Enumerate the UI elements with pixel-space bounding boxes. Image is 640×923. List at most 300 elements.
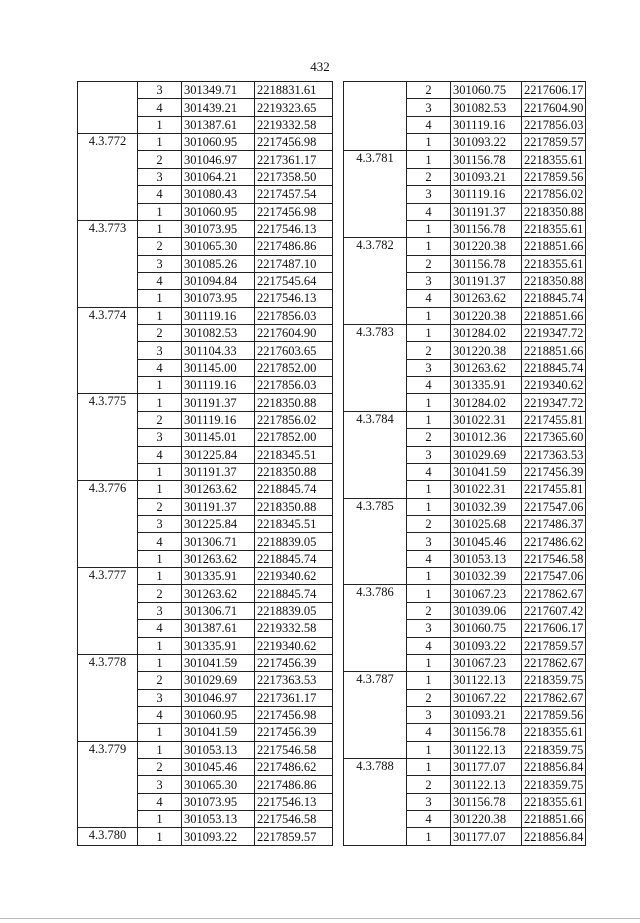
point-number-cell: 4 <box>138 99 182 116</box>
point-number-cell: 4 <box>138 359 182 376</box>
y-coordinate-cell: 2217486.86 <box>255 776 333 793</box>
y-coordinate-cell: 2219340.62 <box>255 568 333 585</box>
x-coordinate-cell: 301191.37 <box>451 203 522 220</box>
plot-id-cell: 4.3.779 <box>78 741 138 828</box>
x-coordinate-cell: 301284.02 <box>451 325 522 342</box>
point-number-cell: 3 <box>138 689 182 706</box>
x-coordinate-cell: 301156.78 <box>451 255 522 272</box>
point-number-cell: 1 <box>138 394 182 411</box>
x-coordinate-cell: 301156.78 <box>451 151 522 168</box>
point-number-cell: 1 <box>138 811 182 828</box>
x-coordinate-cell: 301335.91 <box>182 637 255 654</box>
x-coordinate-cell: 301073.95 <box>182 793 255 810</box>
point-number-cell: 1 <box>407 741 451 758</box>
point-number-cell: 1 <box>138 220 182 237</box>
y-coordinate-cell: 2217859.56 <box>522 706 586 723</box>
x-coordinate-cell: 301053.13 <box>451 550 522 567</box>
table-row <box>78 134 333 151</box>
point-number-cell: 3 <box>407 706 451 723</box>
point-number-cell: 2 <box>407 342 451 359</box>
y-coordinate-cell: 2218845.74 <box>522 359 586 376</box>
x-coordinate-cell: 301122.13 <box>451 672 522 689</box>
x-coordinate-cell: 301022.31 <box>451 481 522 498</box>
y-coordinate-cell: 2217546.13 <box>255 793 333 810</box>
point-number-cell: 4 <box>407 463 451 480</box>
x-coordinate-cell: 301387.61 <box>182 116 255 133</box>
x-coordinate-cell: 301093.22 <box>451 637 522 654</box>
y-coordinate-cell: 2217456.98 <box>255 134 333 151</box>
plot-id-cell: 4.3.774 <box>78 307 138 394</box>
table-row <box>78 654 333 671</box>
y-coordinate-cell: 2217604.90 <box>522 99 586 116</box>
point-number-cell: 1 <box>407 654 451 671</box>
point-number-cell: 2 <box>407 776 451 793</box>
x-coordinate-cell: 301306.71 <box>182 533 255 550</box>
x-coordinate-cell: 301046.97 <box>182 689 255 706</box>
x-coordinate-cell: 301053.13 <box>182 741 255 758</box>
point-number-cell: 1 <box>407 672 451 689</box>
plot-id-cell: 4.3.776 <box>78 481 138 568</box>
point-number-cell: 4 <box>407 203 451 220</box>
y-coordinate-cell: 2217455.81 <box>522 411 586 428</box>
y-coordinate-cell: 2217856.02 <box>522 186 586 203</box>
point-number-cell: 3 <box>138 776 182 793</box>
x-coordinate-cell: 301022.31 <box>451 411 522 428</box>
coordinates-table-right <box>343 81 586 846</box>
y-coordinate-cell: 2217859.56 <box>522 168 586 185</box>
y-coordinate-cell: 2219340.62 <box>522 377 586 394</box>
x-coordinate-cell: 301041.59 <box>182 654 255 671</box>
point-number-cell: 2 <box>138 325 182 342</box>
x-coordinate-cell: 301046.97 <box>182 151 255 168</box>
point-number-cell: 2 <box>407 515 451 532</box>
y-coordinate-cell: 2217486.37 <box>522 515 586 532</box>
x-coordinate-cell: 301387.61 <box>182 620 255 637</box>
point-number-cell: 1 <box>138 290 182 307</box>
y-coordinate-cell: 2217486.62 <box>255 759 333 776</box>
x-coordinate-cell: 301067.22 <box>451 689 522 706</box>
y-coordinate-cell: 2217603.65 <box>255 342 333 359</box>
plot-id-cell: 4.3.787 <box>344 672 407 759</box>
x-coordinate-cell: 301093.21 <box>451 706 522 723</box>
x-coordinate-cell: 301025.68 <box>451 515 522 532</box>
x-coordinate-cell: 301119.16 <box>182 377 255 394</box>
x-coordinate-cell: 301349.71 <box>182 82 255 99</box>
point-number-cell: 1 <box>138 654 182 671</box>
point-number-cell: 1 <box>407 307 451 324</box>
y-coordinate-cell: 2217856.03 <box>522 116 586 133</box>
point-number-cell: 1 <box>407 394 451 411</box>
table-row <box>78 568 333 585</box>
y-coordinate-cell: 2218845.74 <box>255 481 333 498</box>
y-coordinate-cell: 2219340.62 <box>255 637 333 654</box>
point-number-cell: 4 <box>138 186 182 203</box>
point-number-cell: 4 <box>407 724 451 741</box>
y-coordinate-cell: 2218839.05 <box>255 533 333 550</box>
point-number-cell: 4 <box>138 620 182 637</box>
y-coordinate-cell: 2218355.61 <box>522 793 586 810</box>
point-number-cell: 3 <box>407 793 451 810</box>
table-row <box>78 481 333 498</box>
x-coordinate-cell: 301053.13 <box>182 811 255 828</box>
y-coordinate-cell: 2218359.75 <box>522 672 586 689</box>
y-coordinate-cell: 2218355.61 <box>522 151 586 168</box>
x-coordinate-cell: 301045.46 <box>451 533 522 550</box>
y-coordinate-cell: 2218350.88 <box>255 463 333 480</box>
plot-id-cell: 4.3.775 <box>78 394 138 481</box>
point-number-cell: 4 <box>138 793 182 810</box>
y-coordinate-cell: 2217455.81 <box>522 481 586 498</box>
x-coordinate-cell: 301263.62 <box>451 359 522 376</box>
point-number-cell: 2 <box>407 602 451 619</box>
x-coordinate-cell: 301032.39 <box>451 498 522 515</box>
table-row <box>344 759 586 776</box>
point-number-cell: 1 <box>407 325 451 342</box>
point-number-cell: 3 <box>138 82 182 99</box>
plot-id-cell: 4.3.784 <box>344 411 407 498</box>
point-number-cell: 3 <box>407 99 451 116</box>
point-number-cell: 2 <box>138 759 182 776</box>
y-coordinate-cell: 2218355.61 <box>522 724 586 741</box>
x-coordinate-cell: 301122.13 <box>451 776 522 793</box>
x-coordinate-cell: 301220.38 <box>451 307 522 324</box>
table-row <box>344 498 586 515</box>
x-coordinate-cell: 301191.37 <box>182 498 255 515</box>
x-coordinate-cell: 301082.53 <box>182 325 255 342</box>
point-number-cell: 1 <box>138 724 182 741</box>
x-coordinate-cell: 301263.62 <box>182 481 255 498</box>
plot-id-cell: 4.3.781 <box>344 151 407 238</box>
point-number-cell: 3 <box>138 255 182 272</box>
y-coordinate-cell: 2217456.39 <box>522 463 586 480</box>
y-coordinate-cell: 2218350.88 <box>255 498 333 515</box>
y-coordinate-cell: 2217856.03 <box>255 307 333 324</box>
point-number-cell: 2 <box>138 498 182 515</box>
y-coordinate-cell: 2218839.05 <box>255 602 333 619</box>
x-coordinate-cell: 301073.95 <box>182 220 255 237</box>
plot-id-cell <box>344 82 407 151</box>
y-coordinate-cell: 2219347.72 <box>522 394 586 411</box>
y-coordinate-cell: 2218350.88 <box>255 394 333 411</box>
x-coordinate-cell: 301082.53 <box>451 99 522 116</box>
plot-id-cell: 4.3.772 <box>78 134 138 221</box>
point-number-cell: 1 <box>138 116 182 133</box>
point-number-cell: 1 <box>407 568 451 585</box>
y-coordinate-cell: 2218856.84 <box>522 828 586 845</box>
y-coordinate-cell: 2217606.17 <box>522 82 586 99</box>
x-coordinate-cell: 301119.16 <box>451 186 522 203</box>
x-coordinate-cell: 301156.78 <box>451 220 522 237</box>
point-number-cell: 2 <box>407 689 451 706</box>
x-coordinate-cell: 301177.07 <box>451 759 522 776</box>
x-coordinate-cell: 301085.26 <box>182 255 255 272</box>
point-number-cell: 3 <box>138 429 182 446</box>
x-coordinate-cell: 301225.84 <box>182 515 255 532</box>
x-coordinate-cell: 301191.37 <box>182 463 255 480</box>
plot-id-cell: 4.3.783 <box>344 325 407 412</box>
y-coordinate-cell: 2217859.57 <box>522 637 586 654</box>
point-number-cell: 3 <box>407 359 451 376</box>
y-coordinate-cell: 2217456.98 <box>255 203 333 220</box>
x-coordinate-cell: 301060.75 <box>451 82 522 99</box>
y-coordinate-cell: 2217358.50 <box>255 168 333 185</box>
y-coordinate-cell: 2217361.17 <box>255 689 333 706</box>
point-number-cell: 1 <box>407 238 451 255</box>
x-coordinate-cell: 301119.16 <box>182 307 255 324</box>
point-number-cell: 4 <box>407 116 451 133</box>
page-number: 432 <box>310 59 330 74</box>
plot-id-cell <box>78 82 138 134</box>
x-coordinate-cell: 301094.84 <box>182 272 255 289</box>
table-row <box>78 307 333 324</box>
point-number-cell: 2 <box>138 151 182 168</box>
table-row <box>344 585 586 602</box>
y-coordinate-cell: 2217363.53 <box>522 446 586 463</box>
y-coordinate-cell: 2218831.61 <box>255 82 333 99</box>
plot-id-cell: 4.3.782 <box>344 238 407 325</box>
point-number-cell: 4 <box>407 550 451 567</box>
point-number-cell: 1 <box>407 759 451 776</box>
x-coordinate-cell: 301225.84 <box>182 446 255 463</box>
point-number-cell: 1 <box>138 481 182 498</box>
x-coordinate-cell: 301065.30 <box>182 238 255 255</box>
point-number-cell: 2 <box>407 429 451 446</box>
plot-id-cell: 4.3.780 <box>78 828 138 845</box>
x-coordinate-cell: 301060.75 <box>451 620 522 637</box>
point-number-cell: 2 <box>138 411 182 428</box>
x-coordinate-cell: 301263.62 <box>182 550 255 567</box>
y-coordinate-cell: 2218350.88 <box>522 272 586 289</box>
y-coordinate-cell: 2218851.66 <box>522 811 586 828</box>
table-row <box>344 82 586 99</box>
point-number-cell: 1 <box>138 550 182 567</box>
point-number-cell: 4 <box>138 446 182 463</box>
x-coordinate-cell: 301122.13 <box>451 741 522 758</box>
y-coordinate-cell: 2217486.62 <box>522 533 586 550</box>
y-coordinate-cell: 2217856.03 <box>255 377 333 394</box>
point-number-cell: 1 <box>407 220 451 237</box>
y-coordinate-cell: 2217363.53 <box>255 672 333 689</box>
y-coordinate-cell: 2217859.57 <box>522 134 586 151</box>
y-coordinate-cell: 2217852.00 <box>255 429 333 446</box>
point-number-cell: 3 <box>138 515 182 532</box>
x-coordinate-cell: 301156.78 <box>451 724 522 741</box>
x-coordinate-cell: 301065.30 <box>182 776 255 793</box>
plot-id-cell: 4.3.785 <box>344 498 407 585</box>
point-number-cell: 1 <box>138 203 182 220</box>
point-number-cell: 1 <box>138 307 182 324</box>
point-number-cell: 1 <box>407 134 451 151</box>
y-coordinate-cell: 2218355.61 <box>522 255 586 272</box>
x-coordinate-cell: 301067.23 <box>451 585 522 602</box>
y-coordinate-cell: 2217456.39 <box>255 724 333 741</box>
x-coordinate-cell: 301119.16 <box>182 411 255 428</box>
point-number-cell: 2 <box>407 255 451 272</box>
y-coordinate-cell: 2218359.75 <box>522 741 586 758</box>
y-coordinate-cell: 2217361.17 <box>255 151 333 168</box>
point-number-cell: 1 <box>138 463 182 480</box>
point-number-cell: 2 <box>138 672 182 689</box>
point-number-cell: 3 <box>407 272 451 289</box>
x-coordinate-cell: 301060.95 <box>182 706 255 723</box>
table-row <box>344 325 586 342</box>
point-number-cell: 3 <box>138 168 182 185</box>
table-row <box>344 151 586 168</box>
point-number-cell: 1 <box>407 151 451 168</box>
y-coordinate-cell: 2217862.67 <box>522 654 586 671</box>
x-coordinate-cell: 301335.91 <box>451 377 522 394</box>
x-coordinate-cell: 301041.59 <box>451 463 522 480</box>
x-coordinate-cell: 301284.02 <box>451 394 522 411</box>
x-coordinate-cell: 301220.38 <box>451 342 522 359</box>
x-coordinate-cell: 301220.38 <box>451 811 522 828</box>
x-coordinate-cell: 301220.38 <box>451 238 522 255</box>
y-coordinate-cell: 2217862.67 <box>522 585 586 602</box>
y-coordinate-cell: 2218856.84 <box>522 759 586 776</box>
x-coordinate-cell: 301045.46 <box>182 759 255 776</box>
table-row <box>78 828 333 845</box>
point-number-cell: 4 <box>407 377 451 394</box>
x-coordinate-cell: 301029.69 <box>451 446 522 463</box>
x-coordinate-cell: 301093.22 <box>182 828 255 845</box>
x-coordinate-cell: 301080.43 <box>182 186 255 203</box>
point-number-cell: 2 <box>138 585 182 602</box>
plot-id-cell: 4.3.788 <box>344 759 407 846</box>
y-coordinate-cell: 2217852.00 <box>255 359 333 376</box>
table-row <box>78 741 333 758</box>
y-coordinate-cell: 2217487.10 <box>255 255 333 272</box>
x-coordinate-cell: 301439.21 <box>182 99 255 116</box>
point-number-cell: 4 <box>138 533 182 550</box>
x-coordinate-cell: 301039.06 <box>451 602 522 619</box>
y-coordinate-cell: 2218851.66 <box>522 307 586 324</box>
y-coordinate-cell: 2217604.90 <box>255 325 333 342</box>
table-row <box>78 394 333 411</box>
y-coordinate-cell: 2217546.13 <box>255 290 333 307</box>
point-number-cell: 3 <box>407 533 451 550</box>
y-coordinate-cell: 2217859.57 <box>255 828 333 845</box>
point-number-cell: 3 <box>138 342 182 359</box>
point-number-cell: 2 <box>407 168 451 185</box>
x-coordinate-cell: 301306.71 <box>182 602 255 619</box>
plot-id-cell: 4.3.773 <box>78 220 138 307</box>
point-number-cell: 1 <box>138 134 182 151</box>
point-number-cell: 3 <box>407 186 451 203</box>
y-coordinate-cell: 2217457.54 <box>255 186 333 203</box>
y-coordinate-cell: 2218845.74 <box>255 585 333 602</box>
x-coordinate-cell: 301073.95 <box>182 290 255 307</box>
y-coordinate-cell: 2219332.58 <box>255 116 333 133</box>
x-coordinate-cell: 301335.91 <box>182 568 255 585</box>
y-coordinate-cell: 2217546.58 <box>255 811 333 828</box>
x-coordinate-cell: 301041.59 <box>182 724 255 741</box>
x-coordinate-cell: 301060.95 <box>182 134 255 151</box>
y-coordinate-cell: 2218359.75 <box>522 776 586 793</box>
y-coordinate-cell: 2217546.58 <box>255 741 333 758</box>
y-coordinate-cell: 2218345.51 <box>255 515 333 532</box>
point-number-cell: 2 <box>407 82 451 99</box>
x-coordinate-cell: 301191.37 <box>451 272 522 289</box>
y-coordinate-cell: 2218350.88 <box>522 203 586 220</box>
y-coordinate-cell: 2217546.13 <box>255 220 333 237</box>
y-coordinate-cell: 2217365.60 <box>522 429 586 446</box>
y-coordinate-cell: 2217606.17 <box>522 620 586 637</box>
y-coordinate-cell: 2217545.64 <box>255 272 333 289</box>
x-coordinate-cell: 301177.07 <box>451 828 522 845</box>
y-coordinate-cell: 2218845.74 <box>522 290 586 307</box>
x-coordinate-cell: 301093.21 <box>451 168 522 185</box>
x-coordinate-cell: 301263.62 <box>182 585 255 602</box>
y-coordinate-cell: 2217547.06 <box>522 498 586 515</box>
table-row <box>344 411 586 428</box>
point-number-cell: 4 <box>138 272 182 289</box>
x-coordinate-cell: 301067.23 <box>451 654 522 671</box>
point-number-cell: 3 <box>407 620 451 637</box>
y-coordinate-cell: 2218845.74 <box>255 550 333 567</box>
x-coordinate-cell: 301093.22 <box>451 134 522 151</box>
x-coordinate-cell: 301060.95 <box>182 203 255 220</box>
y-coordinate-cell: 2217862.67 <box>522 689 586 706</box>
x-coordinate-cell: 301029.69 <box>182 672 255 689</box>
y-coordinate-cell: 2219323.65 <box>255 99 333 116</box>
x-coordinate-cell: 301119.16 <box>451 116 522 133</box>
point-number-cell: 1 <box>138 828 182 845</box>
y-coordinate-cell: 2218345.51 <box>255 446 333 463</box>
table-row <box>344 238 586 255</box>
x-coordinate-cell: 301064.21 <box>182 168 255 185</box>
plot-id-cell: 4.3.778 <box>78 654 138 741</box>
x-coordinate-cell: 301263.62 <box>451 290 522 307</box>
x-coordinate-cell: 301145.00 <box>182 359 255 376</box>
point-number-cell: 4 <box>407 637 451 654</box>
y-coordinate-cell: 2217856.02 <box>255 411 333 428</box>
plot-id-cell: 4.3.786 <box>344 585 407 672</box>
table-row <box>78 220 333 237</box>
y-coordinate-cell: 2219347.72 <box>522 325 586 342</box>
y-coordinate-cell: 2219332.58 <box>255 620 333 637</box>
table-row <box>78 82 333 99</box>
y-coordinate-cell: 2218851.66 <box>522 342 586 359</box>
point-number-cell: 1 <box>138 377 182 394</box>
point-number-cell: 3 <box>407 446 451 463</box>
point-number-cell: 4 <box>407 811 451 828</box>
x-coordinate-cell: 301032.39 <box>451 568 522 585</box>
x-coordinate-cell: 301191.37 <box>182 394 255 411</box>
point-number-cell: 4 <box>138 706 182 723</box>
y-coordinate-cell: 2217456.39 <box>255 654 333 671</box>
y-coordinate-cell: 2217547.06 <box>522 568 586 585</box>
page-bottom-rule <box>0 918 640 919</box>
point-number-cell: 1 <box>138 637 182 654</box>
x-coordinate-cell: 301156.78 <box>451 793 522 810</box>
coordinates-table-left <box>77 81 333 846</box>
x-coordinate-cell: 301104.33 <box>182 342 255 359</box>
x-coordinate-cell: 301012.36 <box>451 429 522 446</box>
point-number-cell: 1 <box>407 481 451 498</box>
point-number-cell: 1 <box>138 741 182 758</box>
y-coordinate-cell: 2217607.42 <box>522 602 586 619</box>
y-coordinate-cell: 2217456.98 <box>255 706 333 723</box>
point-number-cell: 4 <box>407 290 451 307</box>
point-number-cell: 1 <box>407 498 451 515</box>
point-number-cell: 1 <box>407 828 451 845</box>
y-coordinate-cell: 2218851.66 <box>522 238 586 255</box>
table-row <box>344 672 586 689</box>
x-coordinate-cell: 301145.01 <box>182 429 255 446</box>
y-coordinate-cell: 2217546.58 <box>522 550 586 567</box>
plot-id-cell: 4.3.777 <box>78 568 138 655</box>
point-number-cell: 1 <box>407 411 451 428</box>
